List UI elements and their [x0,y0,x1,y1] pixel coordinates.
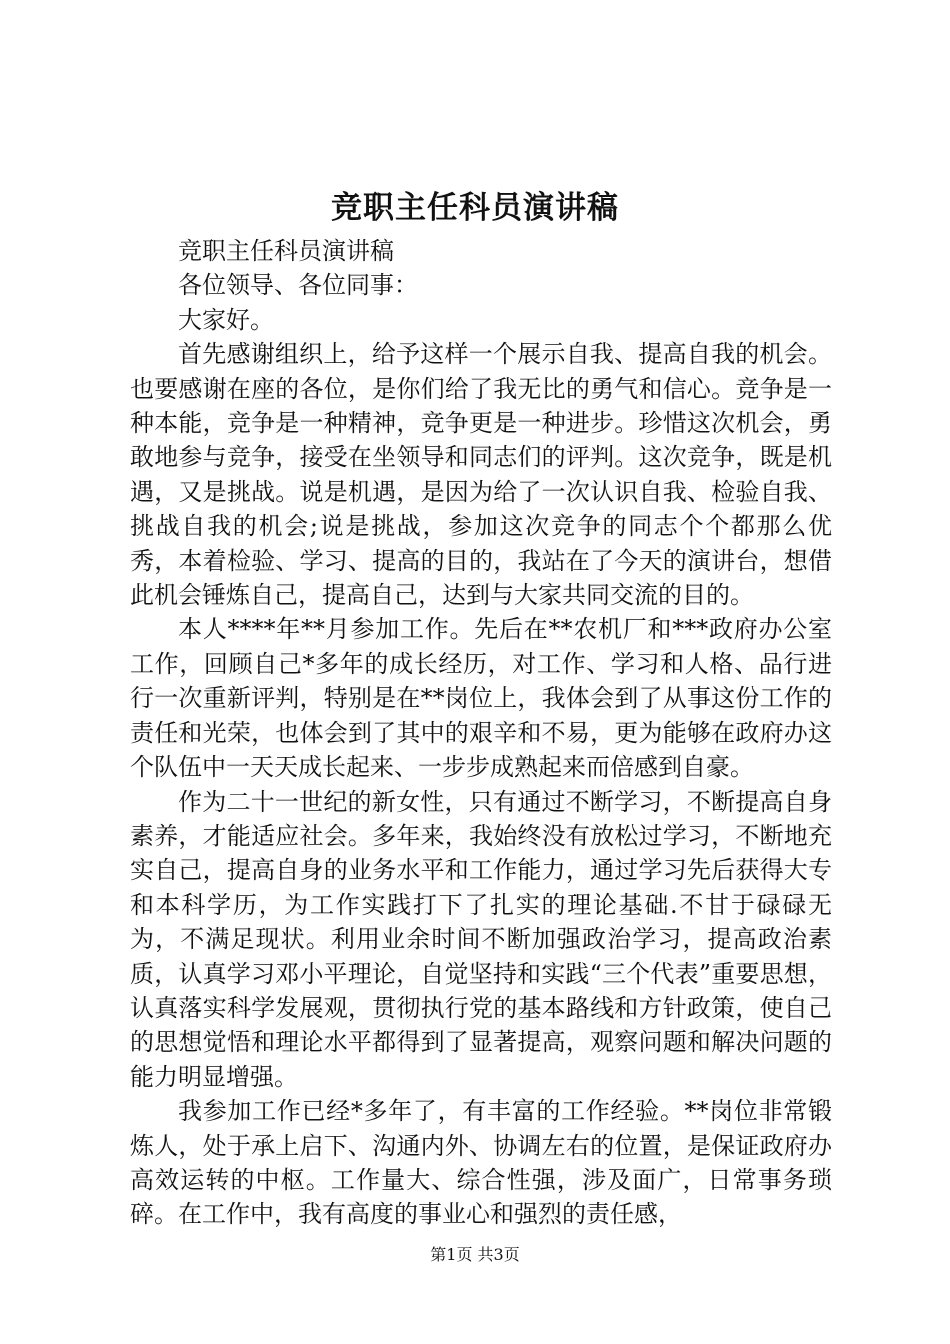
paragraph-salutation: 各位领导、各位同事： [178,271,418,300]
document-title: 竞职主任科员演讲稿 [331,190,619,226]
paragraph-greeting: 大家好。 [178,305,274,334]
paragraph: 我参加工作已经*多年了，有丰富的工作经验。**岗位非常锻炼人，处于承上启下、沟通内外、协调左右的位置，是保证政府办高效运转的中枢。工作量大、综合性强，涉及面广，日常事务琐碎。在工作中，我有高度的事业心和强烈的责任感， [130,1097,832,1229]
page-number-footer: 第1页 共3页 [430,1245,520,1264]
paragraph: 作为二十一世纪的新女性，只有通过不断学习，不断提高自身素养，才能适应社会。多年来，我始终没有放松过学习，不断地充实自己，提高自身的业务水平和工作能力，通过学习先后获得大专和本科学历，为工作实践打下了扎实的理论基础.不甘于碌碌无为，不满足现状。利用业余时间不断加强政治学习，提高政治素质，认真学习邓小平理论，自觉坚持和实践“三个代表”重要思想，认真落实科学发展观，贯彻执行党的基本路线和方针政策，使自己的思想觉悟和理论水平都得到了显著提高，观察问题和解决问题的能力明显增强。 [130,787,832,1091]
document-body [130,234,832,1232]
paragraph: 首先感谢组织上，给予这样一个展示自我、提高自我的机会。也要感谢在座的各位，是你们给了我无比的勇气和信心。竞争是一种本能，竞争是一种精神，竞争更是一种进步。珍惜这次机会，勇敢地参与竞争，接受在坐领导和同志们的评判。这次竞争，既是机遇，又是挑战。说是机遇，是因为给了一次认识自我、检验自我、挑战自我的机会;说是挑战，参加这次竞争的同志个个都那么优秀，本着检验、学习、提高的目的，我站在了今天的演讲台，想借此机会锤炼自己，提高自己，达到与大家共同交流的目的。 [130,340,832,610]
paragraph-heading: 竞职主任科员演讲稿 [178,237,394,265]
paragraph: 本人****年**月参加工作。先后在**农机厂和***政府办公室工作，回顾自己*多年的成长经历，对工作、学习和人格、品行进行一次重新评判，特别是在**岗位上，我体会到了从事这份工作的责任和光荣，也体会到了其中的艰辛和不易，更为能够在政府办这个队伍中一天天成长起来、一步步成熟起来而倍感到自豪。 [130,615,832,782]
